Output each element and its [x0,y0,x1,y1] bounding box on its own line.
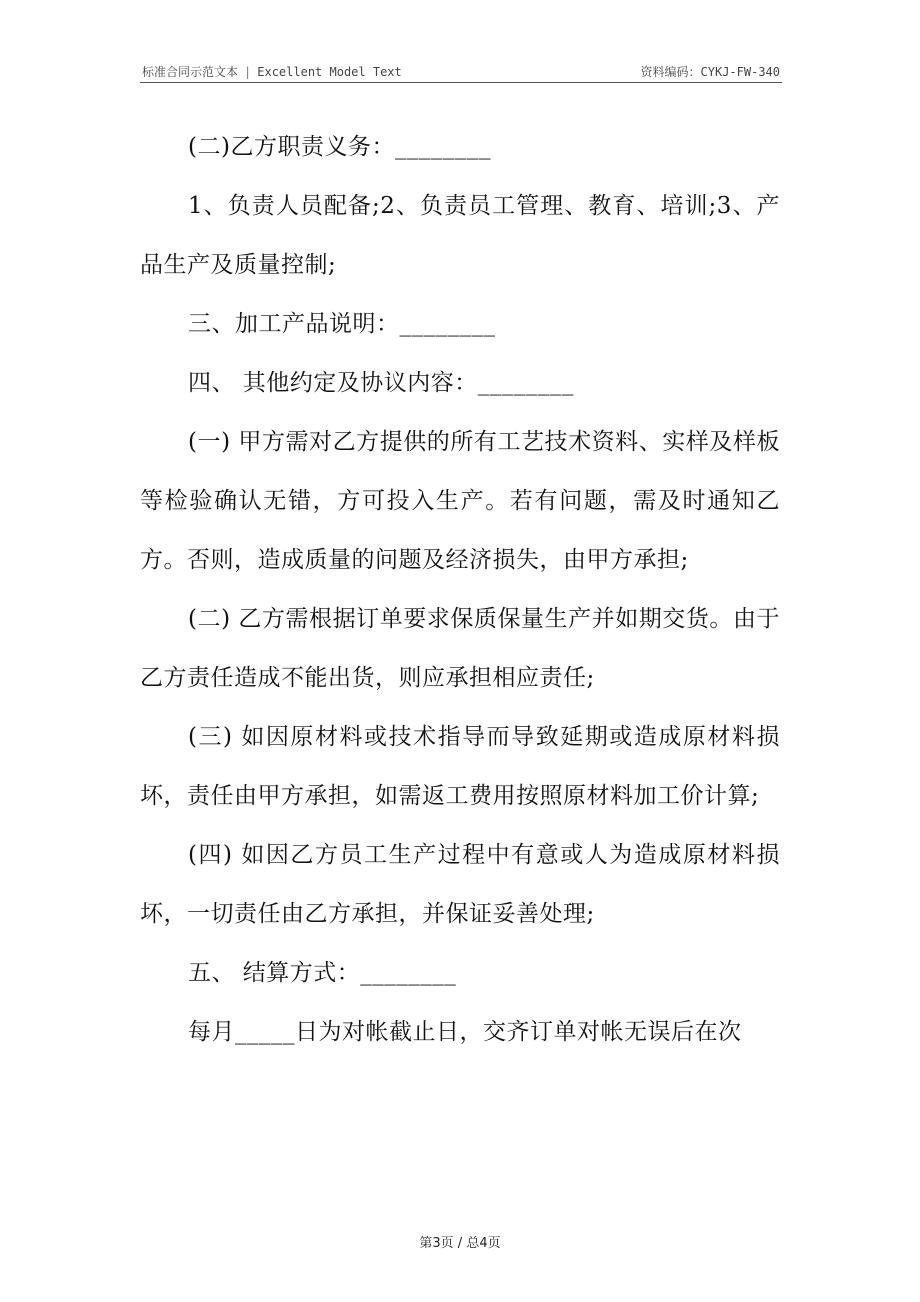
clause-other-agreements-item-1: (一) 甲方需对乙方提供的所有工艺技术资料、实样及样板等检验确认无错，方可投入生产。若有问题，需及时通知乙方。否则，造成质量的问题及经济损失，由甲方承担; [140,429,780,573]
clause-other-agreements-item-3: (三) 如因原材料或技术指导而导致延期或造成原材料损坏，责任由甲方承担，如需返工费用按照原材料加工价计算; [140,724,780,809]
document-body [140,118,780,1062]
page-number: 第3页 / 总4页 [419,1236,501,1251]
clause-other-agreements-item-2: (二) 乙方需根据订单要求保质保量生产并如期交货。由于乙方责任造成不能出货，则应承担相应责任; [140,606,780,691]
clause-settlement-text: 每月_____日为对帐截止日，交齐订单对帐无误后在次 [188,1019,742,1045]
clause-other-agreements-item-4: (四) 如因乙方员工生产过程中有意或人为造成原材料损坏，一切责任由乙方承担，并保证妥善处理; [140,842,780,927]
header-document-code: 资料编码：CYKJ-FW-340 [640,65,780,79]
clause-party-b-duties-heading: (二)乙方职责义务：________ [188,134,491,160]
header-left [142,63,402,80]
header-subtitle: Excellent Model Text [257,65,402,79]
clause-settlement-heading: 五、 结算方式：________ [188,960,457,986]
clause-party-b-duties-list: 1、负责人员配备;2、负责员工管理、教育、培训;3、产品生产及质量控制; [140,193,780,278]
clause-other-agreements-heading: 四、 其他约定及协议内容：________ [188,370,574,396]
header-separator: | [244,65,252,79]
page-header [140,60,782,83]
header-title: 标准合同示范文本 [142,65,239,79]
clause-product-description-heading: 三、加工产品说明：________ [188,311,496,337]
